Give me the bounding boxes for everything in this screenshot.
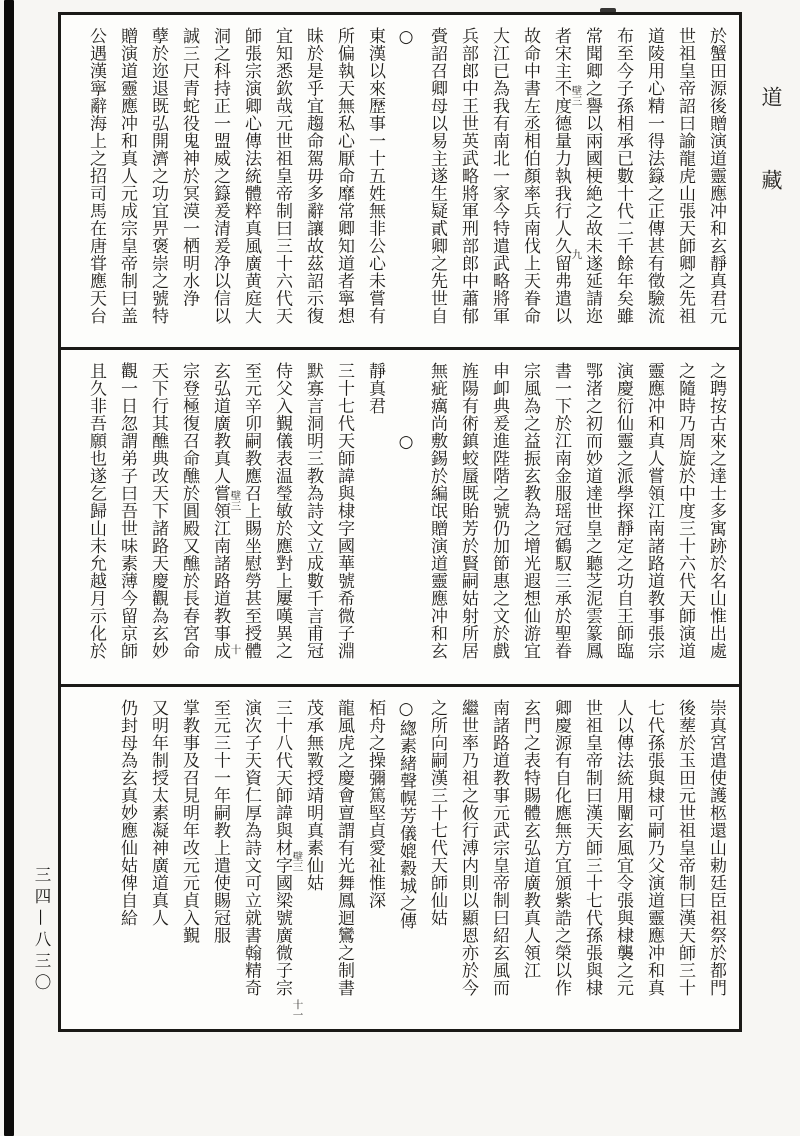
text-column: 宗風為之益振玄教為之增光遐想仙游宜 — [520, 362, 540, 660]
fascicle-label: 壁三 — [570, 85, 583, 106]
text-column: 賫詔召卿母以易主遂生疑貳卿之先世自 — [427, 27, 447, 325]
text-column: 世祖皇帝詔曰諭龍虎山張天師卿之先祖 — [675, 27, 695, 325]
left-margin-page-number: 三四—八三〇 — [32, 866, 51, 995]
text-column: 無疵癘尚敷錫於編氓贈演道靈應冲和玄 — [427, 362, 447, 660]
text-column: 且久非吾願也遂乞歸山未允越月示化於 — [86, 362, 106, 660]
text-column: 玄門之表特賜體玄弘道廣教真人領江 — [520, 699, 540, 979]
text-column: 道陵用心精一得法籙之正傳甚有徵驗流 — [644, 27, 664, 325]
text-column: 誠三尺青蛇役鬼神於冥漠一栖明水浄 — [179, 27, 199, 307]
text-column: 於蟹田源後贈演道靈應冲和玄靜真君元 — [706, 27, 726, 325]
text-column: 後塟於玉田元世祖皇帝制曰漢天師三十 — [675, 699, 695, 997]
text-block — [58, 12, 742, 1032]
fascicle-label: 壁三 — [229, 490, 242, 511]
text-column: 靜真君 — [365, 362, 385, 415]
text-column: 布至今子孫相承已數十代二千餘年矣雖 — [613, 27, 633, 325]
text-column: 默寡言洞明三教為詩文立成數千言甫冠 — [303, 362, 323, 660]
text-column: 七代孫張與棣可嗣乃父演道靈應冲和真 — [644, 699, 664, 997]
folio-page-number: 九 — [570, 249, 583, 260]
text-band-middle — [61, 347, 739, 684]
text-column: 茂承無斁授靖明真素仙姑 — [303, 699, 323, 892]
right-margin-volume-title: 道藏 — [759, 86, 783, 252]
text-column: 三十七代天師諱與棣字國華號希微子淵 — [334, 362, 354, 660]
text-column: 演慶衍仙靈之派學探靜定之功自王師臨 — [613, 362, 633, 660]
text-column: 靈應冲和真人嘗領江南諸路道教事張宗 — [644, 362, 664, 660]
text-band-bottom — [61, 684, 739, 1029]
text-column: 故命中書左丞相伯顏率兵南伐上天眷命 — [520, 27, 540, 325]
text-column: 掌教事及召見明年改元元貞入覲 — [179, 699, 199, 944]
text-column: 者宋主不度德量力執我行人久留弗遣以 — [551, 27, 571, 325]
text-column: 觀一日忽謂弟子曰吾世味素薄今留京師 — [117, 362, 137, 660]
text-column: 侍父入覲儀表温瑩敏於應對上屢嘆異之 — [272, 362, 292, 660]
binding-spine-bar — [4, 0, 14, 1136]
text-column: 之所向嗣漢三十七代天師仙姑 — [427, 699, 447, 927]
text-column: 所偏執天無私心厭命靡常卿知道者寧想 — [334, 27, 354, 325]
text-column: 至元辛卯嗣教應召上賜坐慰勞甚至授體 — [241, 362, 261, 660]
text-column: 宗登極復召命醮於圓殿又醮於長春宮命 — [179, 362, 199, 660]
text-column: 書一下於江南金服瑶冠鶴馭三承於聖眷 — [551, 362, 571, 660]
text-column: 孽於迩退既弘開濟之功宜畀褒崇之號特 — [148, 27, 168, 325]
text-column: 公遇漢寧辭海上之招司馬在唐甞應天台 — [86, 27, 106, 325]
text-column: 仍封母為玄真妙應仙姑俾自給 — [117, 699, 137, 927]
text-column: 旌陽有術鎮蛟蜃既貽芳於賢嗣姑射所居 — [458, 362, 478, 660]
text-column: 天下行其醮典改天下諸路天慶觀為玄妙 — [148, 362, 168, 660]
text-column: 師張宗演卿心傳法統體粹真風廣黄庭大 — [241, 27, 261, 325]
text-column: 昧於是乎宜趨命駕毋多辭讓故茲詔示復 — [303, 27, 323, 325]
fascicle-label: 壁三 — [291, 851, 304, 872]
text-column: 鄂渚之初而妙道達世皇之聽芝泥雲篆鳳 — [582, 362, 602, 660]
text-column: 南諸路道教事元武宗皇帝制曰紹玄風而 — [489, 699, 509, 997]
text-column: 演次子天資仁厚為詩文可立就書翰精奇 — [241, 699, 261, 997]
text-column: 玄弘道廣教真人嘗領江南諸路道教事成 — [210, 362, 230, 660]
folio-page-number: 十一 — [291, 999, 304, 1020]
text-column: 繼世率乃祖之攸行溥内則以顯恩亦於今 — [458, 699, 478, 997]
text-column: 贈演道靈應冲和真人元成宗皇帝制曰盖 — [117, 27, 137, 325]
text-column: 崇真宮遣使護柩還山勅廷臣祖祭於都門 — [706, 699, 726, 997]
text-column: 之隨時乃周旋於中度三十六代天師演道 — [675, 362, 695, 660]
text-column: 卿慶源有自化應無方宜頒紫誥之榮以作 — [551, 699, 571, 997]
text-column: 洞之科持正一盟威之籙爰清爰净以信以 — [210, 27, 230, 325]
text-column: 龍風虎之慶會亶謂有光舞鳳迴鸞之制書 — [334, 699, 354, 997]
text-column: 人以傳法統用闡玄風宜令張與棣襲之元 — [613, 699, 633, 997]
text-column: 兵部郎中王世英武略將軍刑部郎中蕭郁 — [458, 27, 478, 325]
text-column: ○ — [396, 27, 416, 48]
text-column: 之聘按古來之達士多寓跡於名山惟出處 — [706, 362, 726, 660]
text-column: ○ — [396, 362, 416, 453]
text-column: 宜知悉欽哉元世祖皇帝制曰三十六代天 — [272, 27, 292, 325]
text-column: 世祖皇帝制曰漢天師三十七代孫張與棣 — [582, 699, 602, 997]
text-column: 申卹典爰進陛階之號仍加節惠之文於戲 — [489, 362, 509, 660]
text-column: 至元三十一年嗣教上遣使賜冠服 — [210, 699, 230, 944]
folio-page-number: 十 — [229, 644, 242, 655]
text-column: 又明年制授太素凝神廣道真人 — [148, 699, 168, 927]
text-column: ○緫素緒聲幌芳儀媲縠城之傳 — [396, 699, 416, 930]
text-column: 栢舟之操彌篤堅貞愛祉惟深 — [365, 699, 385, 909]
text-column: 東漢以來歷事一十五姓無非公心未嘗有 — [365, 27, 385, 325]
text-band-top — [61, 15, 739, 347]
text-column: 大江已為我有南北一家今特遣武略將軍 — [489, 27, 509, 325]
text-column: 常聞卿之譽以兩國梗絶之故未遂延請迩 — [582, 27, 602, 325]
text-column: 三十八代天師諱與材字國梁號廣微子宗 — [272, 699, 292, 997]
